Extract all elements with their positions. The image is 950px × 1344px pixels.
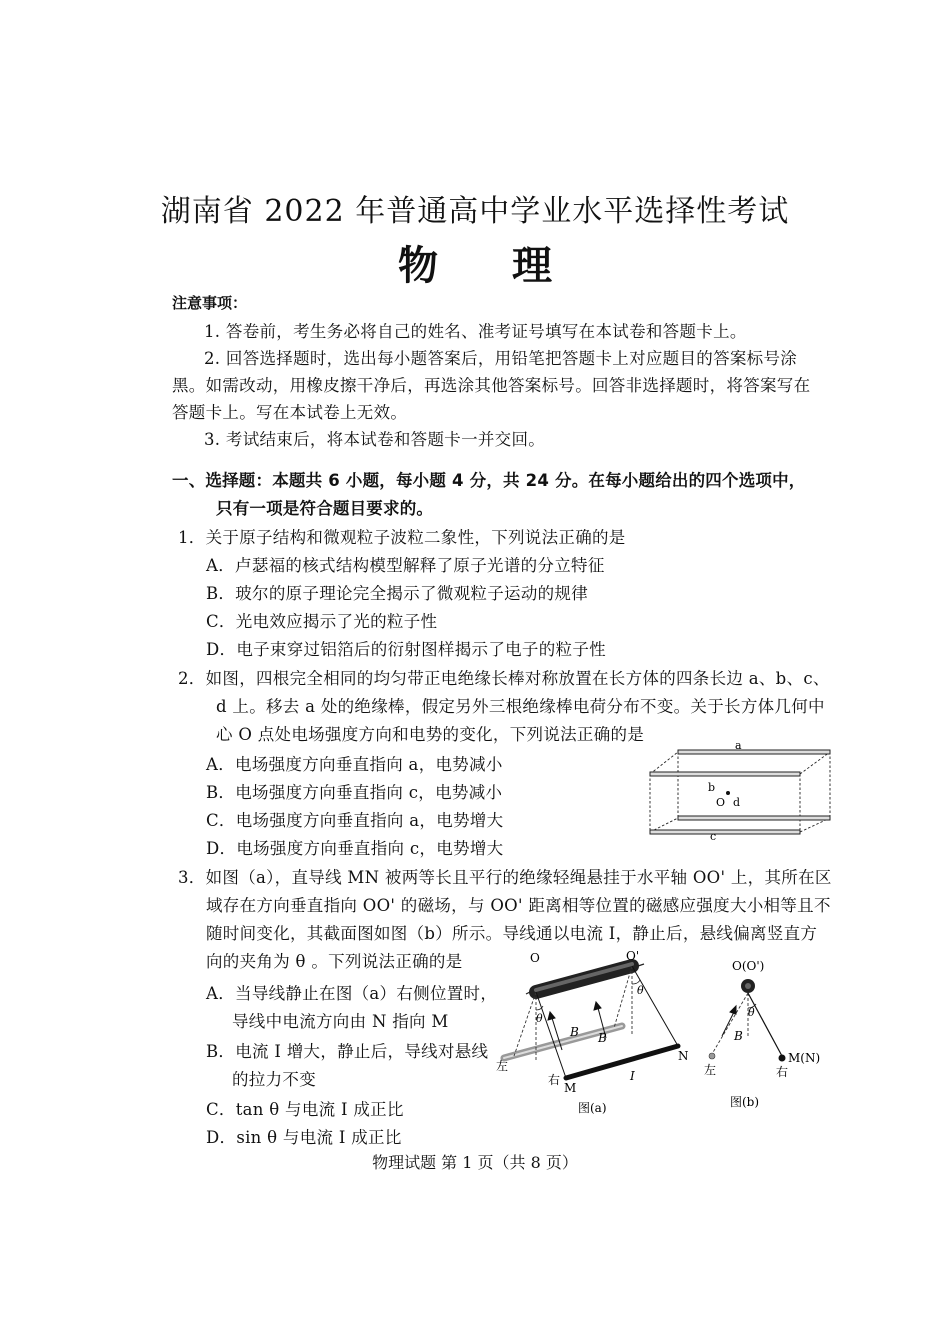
label-o-prime: O' xyxy=(626,950,640,963)
rod-c xyxy=(650,830,800,834)
notice-line: 黑。如需改动，用橡皮擦干净后，再选涂其他答案标号。回答非选择题时，将答案写在 xyxy=(172,376,811,395)
page-footer: 物理试题 第 1 页（共 8 页） xyxy=(372,1153,578,1172)
label-b-field: B xyxy=(598,1031,607,1045)
label-theta: θ xyxy=(748,1006,755,1019)
subject-title: 物 理 xyxy=(398,242,582,289)
label-right: 右 xyxy=(776,1065,789,1079)
label-mn: M(N) xyxy=(788,1051,821,1065)
caption-a: 图(a) xyxy=(578,1101,607,1115)
q2-option-a: A．电场强度方向垂直指向 a，电势减小 xyxy=(206,755,503,774)
label-right: 右 xyxy=(548,1073,561,1087)
q3-stem-line: 3．如图（a），直导线 MN 被两等长且平行的绝缘轻绳悬挂于水平轴 OO' 上，其所在区 xyxy=(178,868,832,887)
exam-title: 湖南省 2022 年普通高中学业水平选择性考试 xyxy=(160,194,790,229)
center-point-o xyxy=(726,791,730,795)
label-b: b xyxy=(708,781,716,794)
q2-cuboid-figure xyxy=(640,740,840,840)
label-m: M xyxy=(564,1081,577,1095)
rod-a xyxy=(678,750,830,754)
label-n: N xyxy=(678,1049,689,1063)
notice-line: 3. 考试结束后，将本试卷和答题卡一并交回。 xyxy=(204,430,546,449)
q2-stem-line: 心 O 点处电场强度方向和电势的变化，下列说法正确的是 xyxy=(216,725,645,744)
rod-b xyxy=(678,816,830,820)
q3-figure-b xyxy=(700,956,840,1116)
q2-stem-line: d 上。移去 a 处的绝缘棒，假定另外三根绝缘棒电荷分布不变。关于长方体几何中 xyxy=(216,697,825,716)
q1-option-a: A．卢瑟福的核式结构模型解释了原子光谱的分立特征 xyxy=(206,556,605,575)
label-axis: O(O') xyxy=(732,959,765,973)
q1-option-d: D．电子束穿过铝箔后的衍射图样揭示了电子的粒子性 xyxy=(206,640,606,659)
q2-option-c: C．电场强度方向垂直指向 a，电势增大 xyxy=(206,811,504,830)
wire-left-section xyxy=(709,1053,715,1059)
q3-stem-line: 向的夹角为 θ 。下列说法正确的是 xyxy=(206,952,463,971)
q3-option-c: C．tan θ 与电流 I 成正比 xyxy=(206,1100,404,1119)
label-b-field: B xyxy=(734,1029,743,1043)
label-b-field: B xyxy=(570,1025,579,1039)
label-left: 左 xyxy=(704,1063,717,1077)
q1-option-c: C．光电效应揭示了光的粒子性 xyxy=(206,612,438,631)
label-o: O xyxy=(530,951,540,965)
notice-line: 2. 回答选择题时，选出每小题答案后，用铅笔把答题卡上对应题目的答案标号涂 xyxy=(204,349,798,368)
rod-d xyxy=(650,772,800,776)
section-heading-cont: 只有一项是符合题目要求的。 xyxy=(216,499,434,518)
q3-option-a: A．当导线静止在图（a）右侧位置时， xyxy=(206,984,498,1003)
q2-option-b: B．电场强度方向垂直指向 c，电势减小 xyxy=(206,783,503,802)
q1-option-b: B．玻尔的原子理论完全揭示了微观粒子运动的规律 xyxy=(206,584,589,603)
q3-option-d: D．sin θ 与电流 I 成正比 xyxy=(206,1128,402,1147)
label-current: I xyxy=(630,1069,635,1083)
q3-option-a-cont: 导线中电流方向由 N 指向 M xyxy=(232,1012,449,1031)
notice-line: 1. 答卷前，考生务必将自己的姓名、准考证号填写在本试卷和答题卡上。 xyxy=(204,322,747,341)
label-d: d xyxy=(733,796,741,809)
label-c: c xyxy=(710,830,717,840)
q3-option-b: B．电流 I 增大，静止后，导线对悬线 xyxy=(206,1042,489,1061)
label-left: 左 xyxy=(496,1059,509,1073)
notice-line: 答题卡上。写在本试卷上无效。 xyxy=(172,403,408,422)
notice-heading: 注意事项： xyxy=(172,294,248,312)
label-theta: θ xyxy=(536,1012,543,1025)
q3-option-b-cont: 的拉力不变 xyxy=(232,1070,316,1089)
q1-stem: 1．关于原子结构和微观粒子波粒二象性，下列说法正确的是 xyxy=(178,528,626,547)
caption-b: 图(b) xyxy=(730,1095,760,1109)
q2-stem-line: 2．如图，四根完全相同的均匀带正电绝缘长棒对称放置在长方体的四条长边 a、b、c、 xyxy=(178,669,830,688)
q3-stem-line: 随时间变化，其截面图如图（b）所示。导线通以电流 I，静止后，悬线偏离竖直方 xyxy=(206,924,818,943)
label-theta: θ xyxy=(637,984,644,997)
wire-mn xyxy=(566,1046,678,1078)
q3-figure-a xyxy=(492,950,702,1115)
label-a: a xyxy=(735,740,742,752)
section-heading: 一、选择题：本题共 6 小题，每小题 4 分，共 24 分。在每小题给出的四个选项中， xyxy=(172,471,806,490)
q2-option-d: D．电场强度方向垂直指向 c，电势增大 xyxy=(206,839,504,858)
q3-stem-line: 域存在方向垂直指向 OO' 的磁场，与 OO' 距离相等位置的磁感应强度大小相等且不 xyxy=(206,896,831,915)
label-o: O xyxy=(716,796,726,809)
wire-mn-section xyxy=(779,1055,786,1062)
